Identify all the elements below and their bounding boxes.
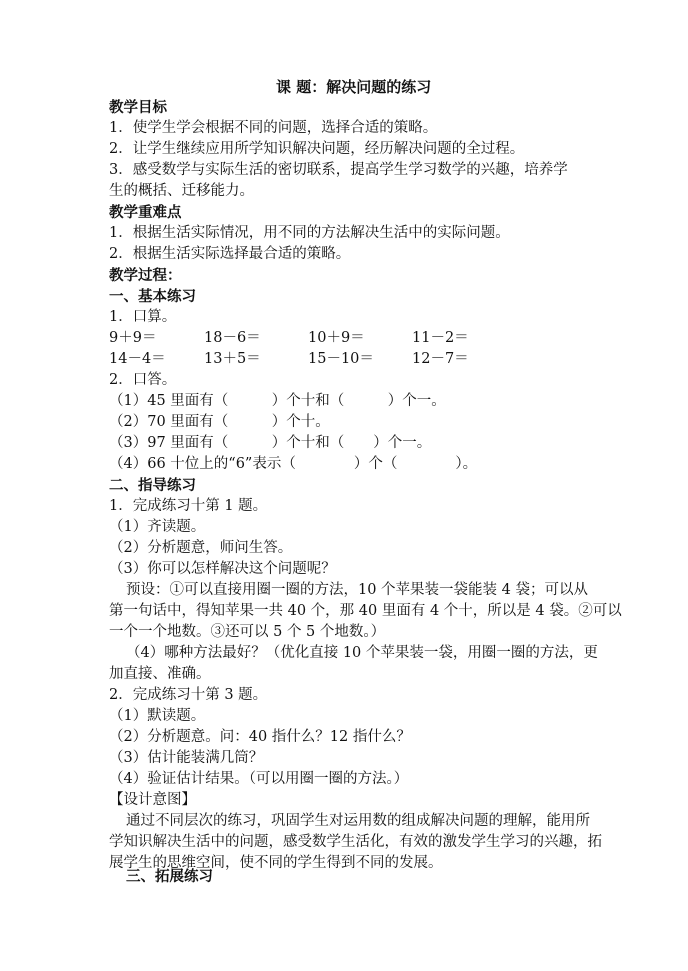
objective-item: 3．感受数学与实际生活的密切联系，提高学生学习数学的兴趣，培养学 — [109, 162, 568, 178]
calc-item: 15－10＝ — [308, 351, 374, 367]
task2-step: （1）默读题。 — [109, 708, 206, 724]
calc-item: 10＋9＝ — [308, 330, 365, 346]
task2-step: （2）分析题意。问：40 指什么？12 指什么？ — [109, 729, 411, 745]
section2-heading: 二、指导练习 — [109, 477, 196, 494]
objective-item-continued: 生的概括、迁移能力。 — [109, 183, 254, 199]
calc-item: 18－6＝ — [204, 330, 261, 346]
design-intent-line: 学知识解决生活中的问题，感受数学生活化，有效的激发学生学习的兴趣，拓 — [109, 834, 602, 850]
task2-step: （4）验证估计结果。（可以用圈一圈的方法。） — [109, 771, 409, 787]
task1-step: （1）齐读题。 — [109, 519, 206, 535]
section3-heading: 三、拓展练习 — [126, 868, 213, 885]
task2-label: 2．完成练习十第 3 题。 — [109, 687, 268, 703]
objective-item: 1．使学生学会根据不同的问题，选择合适的策略。 — [109, 120, 438, 136]
section1-heading: 一、基本练习 — [109, 288, 196, 305]
task1-step: （2）分析题意，师问生答。 — [109, 540, 293, 556]
page-title: 课 题：解决问题的练习 — [276, 78, 432, 96]
task1-label: 1．完成练习十第 1 题。 — [109, 498, 268, 514]
calc-item: 12－7＝ — [412, 351, 469, 367]
calc-item: 9＋9＝ — [109, 330, 157, 346]
calc-item: 13＋5＝ — [204, 351, 261, 367]
preview-line: 一个一个地数。③还可以 5 个 5 个地数。） — [109, 624, 386, 640]
qa-item: （2）70 里面有（ ）个十。 — [109, 414, 330, 430]
key-point-item: 2．根据生活实际选择最合适的策略。 — [109, 246, 351, 262]
best-method-line: （4）哪种方法最好？（优化直接 10 个苹果装一袋，用圈一圈的方法，更 — [126, 645, 598, 661]
oral-answer-label: 2．口答。 — [109, 372, 177, 388]
objectives-heading: 教学目标 — [109, 99, 167, 116]
oral-calc-label: 1．口算。 — [109, 309, 177, 325]
qa-item: （3）97 里面有（ ）个十和（ ）个一。 — [109, 435, 432, 451]
task1-step: （3）你可以怎样解决这个问题呢？ — [109, 561, 336, 577]
process-heading: 教学过程： — [109, 267, 182, 284]
preview-line: 预设：①可以直接用圈一圈的方法，10 个苹果装一袋能装 4 袋；可以从 — [126, 582, 589, 598]
design-intent-line: 通过不同层次的练习，巩固学生对运用数的组成解决问题的理解，能用所 — [126, 813, 590, 829]
calc-item: 14－4＝ — [109, 351, 166, 367]
qa-item: （4）66 十位上的“6”表示（ ）个（ ）。 — [109, 456, 478, 472]
best-method-line: 加直接、准确。 — [109, 666, 211, 682]
design-intent-label: 【设计意图】 — [109, 792, 196, 808]
key-points-heading: 教学重难点 — [109, 204, 182, 221]
preview-line: 第一句话中，得知苹果一共 40 个，那 40 里面有 4 个十，所以是 4 袋。②可以 — [109, 603, 622, 619]
key-point-item: 1．根据生活实际情况，用不同的方法解决生活中的实际问题。 — [109, 225, 510, 241]
task2-step: （3）估计能装满几筒？ — [109, 750, 264, 766]
qa-item: （1）45 里面有（ ）个十和（ ）个一。 — [109, 393, 446, 409]
calc-item: 11－2＝ — [412, 330, 469, 346]
objective-item: 2．让学生继续应用所学知识解决问题，经历解决问题的全过程。 — [109, 141, 525, 157]
design-intent-line: 展学生的思维空间，使不同的学生得到不同的发展。 — [109, 855, 443, 871]
